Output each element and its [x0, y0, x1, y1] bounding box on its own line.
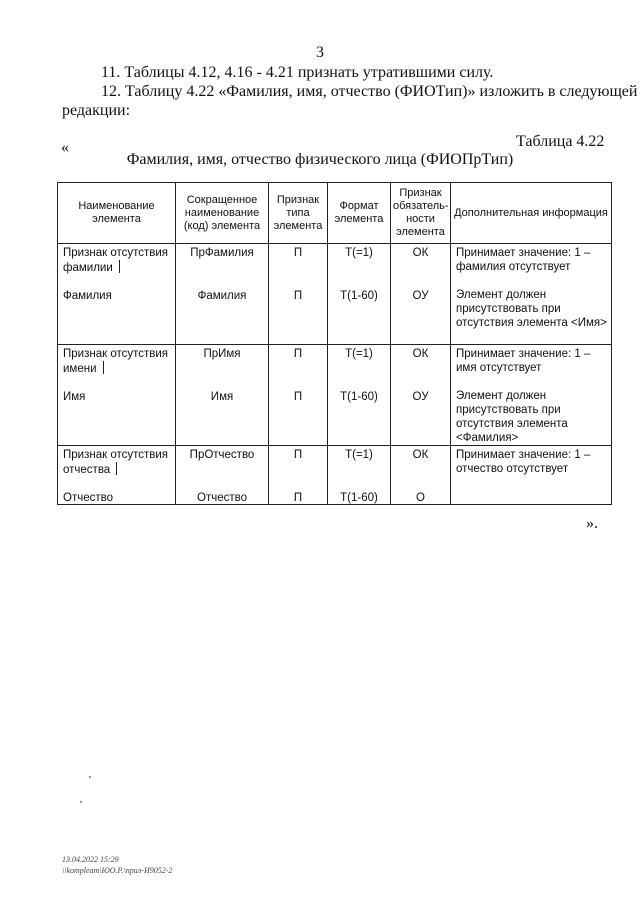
- table-row: [58, 244, 612, 345]
- element-info: Принимает значение: 1 – фамилия отсутствует: [456, 247, 591, 273]
- footer-timestamp: 13.04.2022 15:29: [62, 855, 119, 864]
- text-cursor: [119, 260, 120, 273]
- element-code: Отчество: [197, 492, 247, 504]
- scan-speck: [80, 801, 82, 803]
- element-format: Т(1-60): [340, 391, 378, 403]
- element-type: П: [293, 449, 303, 461]
- element-info: Элемент должен присутствовать при отсутствия элемента <Имя>: [456, 289, 607, 329]
- table-header-row: [58, 183, 612, 244]
- table-row: [58, 345, 612, 446]
- header-element-name: Наименование элемента: [58, 183, 176, 244]
- table-row: [58, 446, 612, 505]
- element-name: Признак отсутствия имени: [63, 348, 169, 375]
- element-required: ОУ: [412, 290, 429, 302]
- element-name: Имя: [63, 391, 86, 403]
- element-name: Фамилия: [63, 290, 112, 302]
- text-cursor: [116, 462, 117, 475]
- element-format: Т(=1): [345, 247, 373, 259]
- element-required: ОК: [412, 449, 429, 461]
- element-format: Т(1-60): [340, 492, 378, 504]
- element-info: Принимает значение: 1 – имя отсутствует: [456, 348, 591, 374]
- element-code: ПрОтчество: [189, 449, 255, 461]
- element-name: Признак отсутствия фамилии: [63, 247, 169, 274]
- element-type: П: [293, 348, 303, 360]
- element-code: Фамилия: [197, 290, 247, 302]
- element-required: О: [416, 492, 425, 504]
- footer-file-path: \\kompleam\ЮО.Р.\прил-И9052-2: [62, 866, 173, 875]
- text-cursor: [103, 361, 104, 374]
- element-required: ОК: [412, 247, 429, 259]
- header-short-name: Сокращенное наименование (код) элемента: [176, 183, 269, 244]
- element-code: ПрИмя: [203, 348, 241, 360]
- header-info: Дополнительная информация: [451, 183, 612, 244]
- element-format: Т(1-60): [340, 290, 378, 302]
- element-name: Признак отсутствия отчества: [63, 449, 169, 476]
- element-info: Элемент должен присутствовать при отсутствия элемента <Фамилия>: [456, 390, 568, 444]
- opening-quote: «: [61, 139, 69, 156]
- table-title: Фамилия, имя, отчество физического лица (ФИОПрТип): [126, 151, 514, 168]
- element-code: ПрФамилия: [190, 247, 254, 259]
- element-required: ОУ: [412, 391, 429, 403]
- header-required: Признак обязатель-ности элемента: [391, 183, 451, 244]
- paragraph-12-continuation: редакции:: [62, 102, 131, 119]
- element-type: П: [293, 492, 303, 504]
- element-format: Т(=1): [345, 348, 373, 360]
- header-type: Признак типа элемента: [269, 183, 328, 244]
- element-info: Принимает значение: 1 – отчество отсутствует: [456, 449, 591, 475]
- table-label: Таблица 4.22: [516, 133, 605, 150]
- paragraph-12: 12. Таблицу 4.22 «Фамилия, имя, отчество (ФИОТип)» изложить в следующей: [101, 83, 638, 100]
- page-number: 3: [316, 44, 324, 61]
- fio-table: [57, 182, 612, 505]
- paragraph-11: 11. Таблицы 4.12, 4.16 - 4.21 признать утратившими силу.: [101, 64, 494, 81]
- scan-speck: [89, 776, 91, 778]
- element-type: П: [293, 247, 303, 259]
- element-code: Имя: [210, 391, 234, 403]
- element-type: П: [293, 391, 303, 403]
- element-name: Отчество: [63, 492, 113, 504]
- closing-quote: ».: [586, 515, 598, 532]
- element-type: П: [293, 290, 303, 302]
- element-format: Т(=1): [345, 449, 373, 461]
- header-format: Формат элемента: [328, 183, 391, 244]
- element-required: ОК: [412, 348, 429, 360]
